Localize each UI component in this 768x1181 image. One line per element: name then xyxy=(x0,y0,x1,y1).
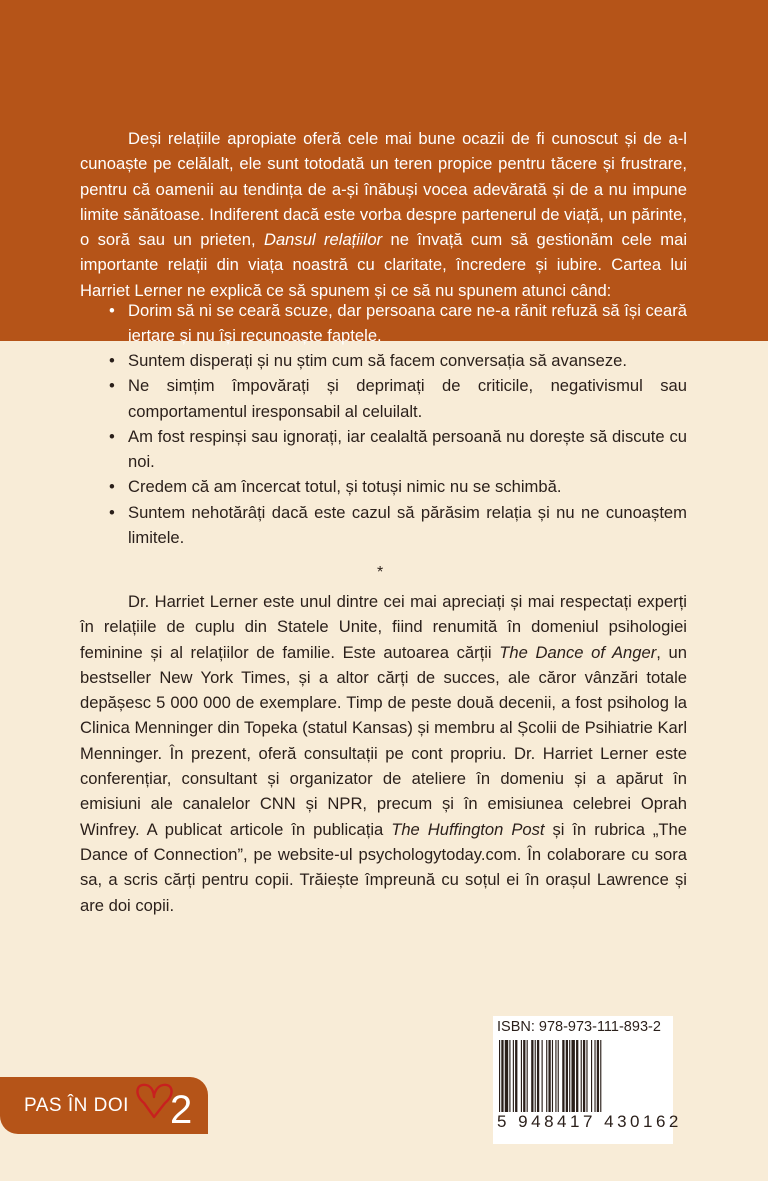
bullet-item: • Suntem nehotărâți dacă este cazul să părăsim relația și nu ne cunoaștem limitele. xyxy=(128,500,687,551)
bio-text-1: Dr. Harriet Lerner este unul dintre cei mai apreciați și mai respectați experți în relațiile de cuplu din Statele Unite, fiind renumită în domeniul psihologiei feminine și al relațiilor de familie. Este autoarea cărții xyxy=(80,592,687,662)
intro-text-1: Deși relațiile apropiate oferă cele mai bune ocazii de fi cunoscut și de a-l cunoaște pe celălalt, ele sunt totodată un teren propice pentru tăcere și frustrare, pentru că oamenii au tendința de a-și înăbuși vocea adevărată și de a nu impune limite sănătoase. Indiferent dacă este vorba despre partenerul de viață, un părinte, o soră sau un prieten, xyxy=(80,129,687,250)
bullet-item: • Credem că am încercat totul, și totuși nimic nu se schimbă. xyxy=(128,474,687,499)
top-color-band xyxy=(0,0,768,341)
bullet-item: • Suntem disperați și nu știm cum să facem conversația să avanseze. xyxy=(128,348,687,373)
bullet-list-top xyxy=(128,298,687,349)
bullet-item: • Am fost respinși sau ignorați, iar cealaltă persoană nu dorește să discute cu noi. xyxy=(128,424,687,475)
barcode-digits: 5 948417 430162 xyxy=(497,1112,682,1131)
section-separator: * xyxy=(377,564,384,581)
author-bio-paragraph xyxy=(80,589,687,918)
intro-text-2: ne învață cum să gestionăm cele mai importante relații din viața noastră cu claritate, încredere și iubire. Cartea lui Harriet Lerner ne explică ce să spunem și ce să nu spunem atunci când: xyxy=(80,230,688,300)
book-title-dance-of-anger: The Dance of Anger xyxy=(499,642,657,662)
bullet-item: • Ne simțim împovărați și deprimați de criticile, negativismul sau comportamentul iresponsabil al celuilalt. xyxy=(128,373,687,424)
isbn-label: ISBN: 978-973-111-893-2 xyxy=(497,1019,661,1035)
book-title-dansul-relatiilor: Dansul relațiilor xyxy=(263,230,383,250)
heart-two-logo-icon xyxy=(130,1079,200,1131)
bio-text-2: , un bestseller New York Times, și a altor cărți de succes, ale căror vânzări totale depășesc 5 000 000 de exemplare. Timp de peste două decenii, a fost psiholog la Clinica Menninger din Topeka (statul Kansas) și membru al Școlii de Psihiatrie Karl Menninger. În prezent, oferă consultații pe cont propriu. Dr. Harriet Lerner este conferențiar, consultant și organizator de ateliere în domeniu și a apărut în emisiuni ale canalelor CNN și NPR, precum și în emisiunea celebrei Oprah Winfrey. A publicat articole în publicația xyxy=(80,642,687,839)
bullet-list xyxy=(128,348,687,550)
bio-text-3: și în rubrica „The Dance of Connection”, pe website-ul psychologytoday.com. În colaborare cu sora sa, a scris cărți pentru copii. Trăiește împreună cu soțul ei în orașul Lawrence și are doi copii. xyxy=(80,819,687,915)
logo-number: 2 xyxy=(170,1088,193,1131)
publisher-logo-text: PAS ÎN DOI xyxy=(24,1095,129,1116)
intro-paragraph xyxy=(80,126,687,303)
publisher-logo xyxy=(0,1077,208,1134)
publication-huffington-post: The Huffington Post xyxy=(391,819,545,839)
barcode-icon xyxy=(497,1040,667,1112)
bullet-item: • Dorim să ni se ceară scuze, dar persoana care ne-a rănit refuză să își ceară iertare și nu își recunoaște faptele. xyxy=(128,298,687,349)
